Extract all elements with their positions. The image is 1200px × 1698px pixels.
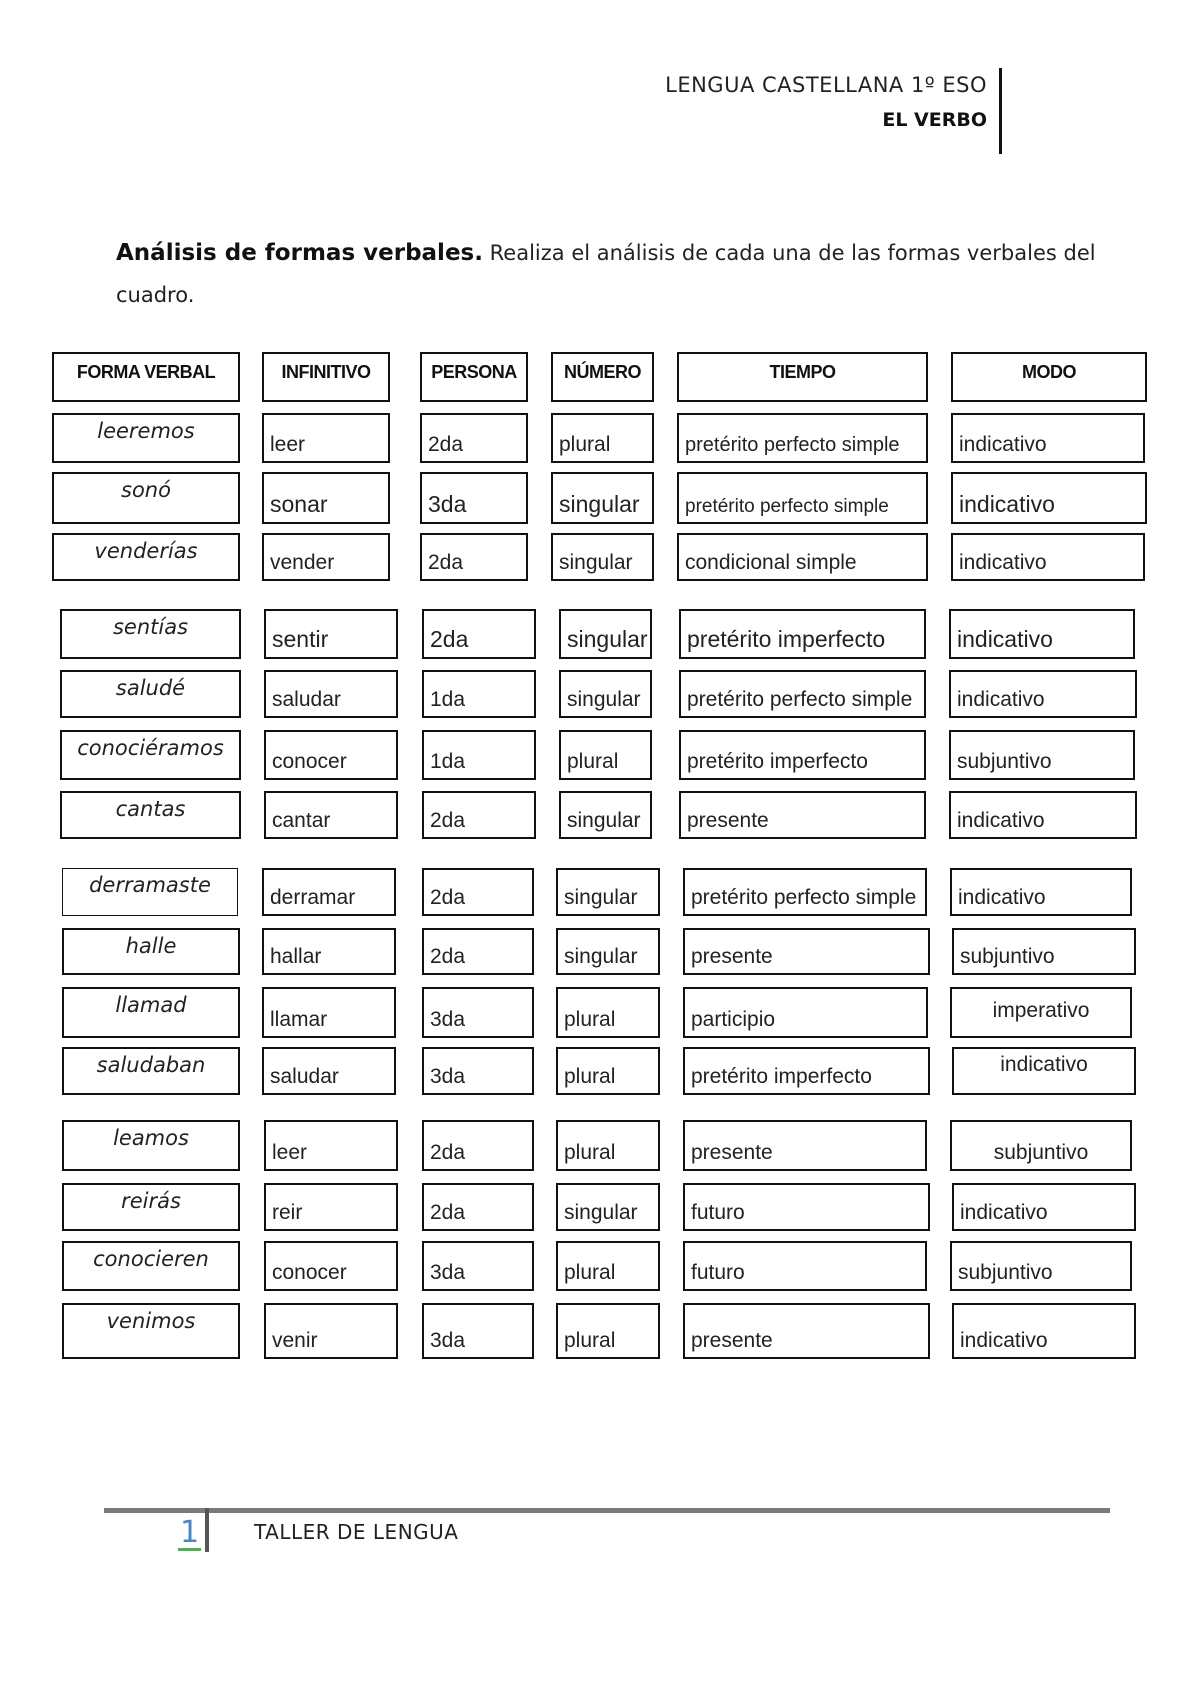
topic-title: EL VERBO xyxy=(882,109,987,131)
tense-cell: pretérito imperfecto xyxy=(679,730,926,780)
infinitive-cell: venir xyxy=(264,1303,398,1359)
tense-cell: participio xyxy=(683,987,928,1038)
number-cell: plural xyxy=(559,730,652,780)
tense-cell: futuro xyxy=(683,1183,930,1231)
infinitive-cell: vender xyxy=(262,533,390,581)
number-cell: plural xyxy=(556,987,660,1038)
person-cell: 2da xyxy=(420,533,528,581)
footer-label: TALLER DE LENGUA xyxy=(254,1520,459,1544)
verb-form-cell: derramaste xyxy=(62,868,238,916)
mood-cell: imperativo xyxy=(950,987,1132,1038)
infinitive-cell: saludar xyxy=(264,670,398,718)
table-row xyxy=(0,1183,1200,1231)
table-row xyxy=(0,791,1200,839)
person-cell: 2da xyxy=(420,413,528,463)
footer-divider xyxy=(104,1508,1110,1513)
header-infinitivo: INFINITIVO xyxy=(262,352,390,402)
table-row xyxy=(0,533,1200,581)
mood-cell: indicativo xyxy=(952,1047,1136,1095)
infinitive-cell: saludar xyxy=(262,1047,396,1095)
infinitive-cell: conocer xyxy=(264,1241,398,1291)
verb-form-cell: venderías xyxy=(52,533,240,581)
tense-cell: presente xyxy=(679,791,926,839)
page-number: 1 xyxy=(180,1515,200,1550)
tense-cell: pretérito imperfecto xyxy=(683,1047,930,1095)
number-cell: plural xyxy=(556,1120,660,1171)
infinitive-cell: llamar xyxy=(262,987,396,1038)
number-cell: singular xyxy=(551,472,654,524)
person-cell: 3da xyxy=(420,472,528,524)
mood-cell: subjuntivo xyxy=(950,1120,1132,1171)
mood-cell: indicativo xyxy=(951,533,1145,581)
tense-cell: pretérito imperfecto xyxy=(679,609,926,659)
number-cell: plural xyxy=(556,1303,660,1359)
tense-cell: pretérito perfecto simple xyxy=(683,868,927,916)
infinitive-cell: leer xyxy=(262,413,390,463)
person-cell: 2da xyxy=(422,791,536,839)
table-row xyxy=(0,1120,1200,1171)
mood-cell: indicativo xyxy=(952,1303,1136,1359)
table-row xyxy=(0,609,1200,659)
number-cell: singular xyxy=(559,791,652,839)
person-cell: 2da xyxy=(422,609,536,659)
number-cell: singular xyxy=(556,928,660,975)
mood-cell: indicativo xyxy=(950,868,1132,916)
verb-form-cell: llamad xyxy=(62,987,240,1038)
number-cell: plural xyxy=(551,413,654,463)
tense-cell: futuro xyxy=(683,1241,927,1291)
mood-cell: subjuntivo xyxy=(949,730,1135,780)
table-row xyxy=(0,928,1200,975)
verb-form-cell: halle xyxy=(62,928,240,975)
table-row xyxy=(0,868,1200,916)
infinitive-cell: leer xyxy=(264,1120,398,1171)
tense-cell: condicional simple xyxy=(677,533,928,581)
header-persona: PERSONA xyxy=(420,352,528,402)
infinitive-cell: hallar xyxy=(262,928,396,975)
mood-cell: indicativo xyxy=(951,413,1145,463)
infinitive-cell: sonar xyxy=(262,472,390,524)
exercise-title: Análisis de formas verbales. xyxy=(116,240,483,266)
mood-cell: indicativo xyxy=(951,472,1147,524)
header-tiempo: TIEMPO xyxy=(677,352,928,402)
header-modo: MODO xyxy=(951,352,1147,402)
infinitive-cell: cantar xyxy=(264,791,398,839)
person-cell: 2da xyxy=(422,868,534,916)
number-cell: plural xyxy=(556,1241,660,1291)
mood-cell: subjuntivo xyxy=(950,1241,1132,1291)
tense-cell: pretérito perfecto simple xyxy=(679,670,926,718)
table-row xyxy=(0,472,1200,524)
mood-cell: indicativo xyxy=(949,670,1137,718)
subject-title: LENGUA CASTELLANA 1º ESO xyxy=(665,73,987,97)
tense-cell: pretérito perfecto simple xyxy=(677,472,928,524)
verb-form-cell: reirás xyxy=(62,1183,240,1231)
infinitive-cell: derramar xyxy=(262,868,396,916)
infinitive-cell: reir xyxy=(264,1183,398,1231)
verb-form-cell: cantas xyxy=(60,791,241,839)
person-cell: 3da xyxy=(422,1047,534,1095)
exercise-text: Realiza el análisis de cada una de las formas verbales del cuadro. xyxy=(116,241,1096,307)
person-cell: 2da xyxy=(422,928,534,975)
person-cell: 3da xyxy=(422,1241,534,1291)
header-numero: NÚMERO xyxy=(551,352,654,402)
table-row xyxy=(0,413,1200,463)
verb-form-cell: conocieren xyxy=(62,1241,240,1291)
exercise-instructions xyxy=(116,232,1106,316)
verb-form-cell: sonó xyxy=(52,472,240,524)
person-cell: 2da xyxy=(422,1120,534,1171)
mood-cell: indicativo xyxy=(949,791,1137,839)
table-row xyxy=(0,670,1200,718)
person-cell: 3da xyxy=(422,987,534,1038)
number-cell: singular xyxy=(556,1183,660,1231)
number-cell: singular xyxy=(556,868,660,916)
person-cell: 1da xyxy=(422,670,536,718)
table-row xyxy=(0,730,1200,780)
verb-form-cell: conociéramos xyxy=(60,730,241,780)
mood-cell: indicativo xyxy=(949,609,1135,659)
table-row xyxy=(0,987,1200,1038)
person-cell: 3da xyxy=(422,1303,534,1359)
footer-vertical-divider xyxy=(205,1508,209,1552)
verb-form-cell: venimos xyxy=(62,1303,240,1359)
number-cell: singular xyxy=(559,609,652,659)
verb-form-cell: saludaban xyxy=(62,1047,240,1095)
number-cell: singular xyxy=(559,670,652,718)
verb-form-cell: saludé xyxy=(60,670,241,718)
table-row xyxy=(0,1303,1200,1359)
table-row xyxy=(0,1241,1200,1291)
person-cell: 2da xyxy=(422,1183,534,1231)
verb-form-cell: leamos xyxy=(62,1120,240,1171)
tense-cell: presente xyxy=(683,928,930,975)
mood-cell: indicativo xyxy=(952,1183,1136,1231)
tense-cell: presente xyxy=(683,1120,927,1171)
table-row xyxy=(0,1047,1200,1095)
verb-form-cell: leeremos xyxy=(52,413,240,463)
person-cell: 1da xyxy=(422,730,536,780)
infinitive-cell: sentir xyxy=(264,609,398,659)
infinitive-cell: conocer xyxy=(264,730,398,780)
mood-cell: subjuntivo xyxy=(952,928,1136,975)
document-header xyxy=(602,68,1002,154)
tense-cell: presente xyxy=(683,1303,930,1359)
header-forma-verbal: FORMA VERBAL xyxy=(52,352,240,402)
number-cell: singular xyxy=(551,533,654,581)
tense-cell: pretérito perfecto simple xyxy=(677,413,928,463)
verb-form-cell: sentías xyxy=(60,609,241,659)
number-cell: plural xyxy=(556,1047,660,1095)
